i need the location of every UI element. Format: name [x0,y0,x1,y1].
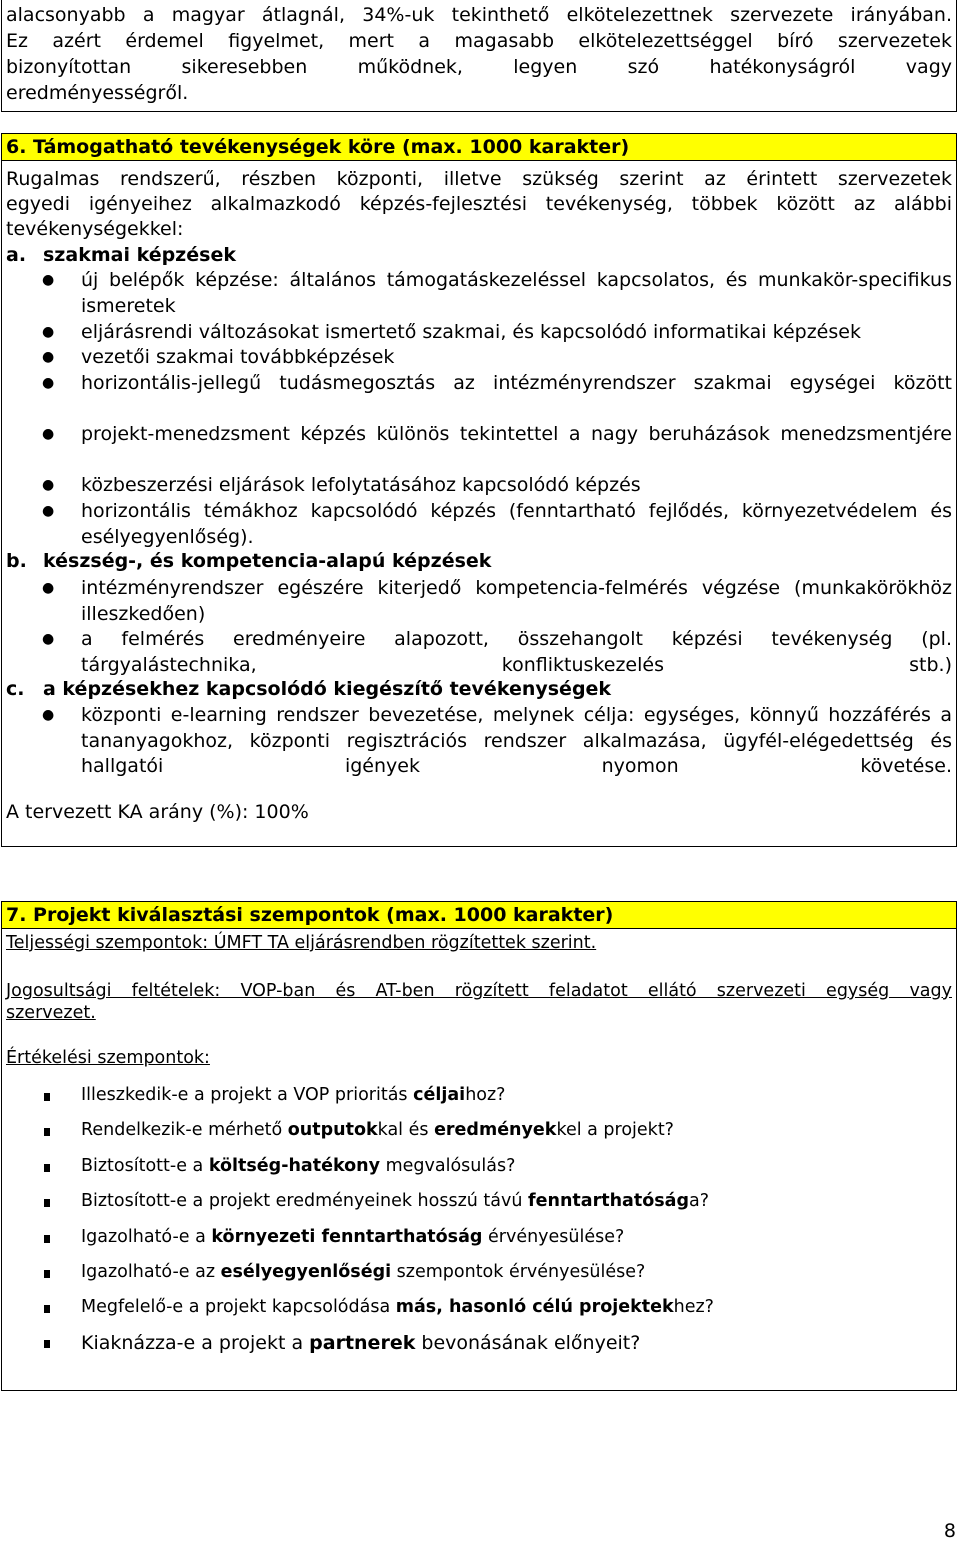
criterion-text: kal és [377,1120,435,1140]
section-6-box [1,133,957,847]
a-item-7: horizontális témákhoz kapcsolódó képzés (fenntartható fejlődés, környezetvédelem és esélyegyenlőség). [81,500,952,548]
criterion-emphasis: céljai [413,1085,466,1105]
criterion-item [81,1332,640,1354]
criterion-text: Rendelkezik-e mérhető [81,1120,288,1140]
intro-line-2: Ez azért érdemel figyelmet, mert a magasabb elkötelezettséggel bíró szervezetek [6,30,952,52]
square-bullet-icon [44,1164,50,1172]
subsection-c-letter: c. [6,678,25,700]
criterion-text: bevonásának előnyeit? [415,1332,641,1354]
subsection-c-title: a képzésekhez kapcsolódó kiegészítő tevékenységek [43,678,612,700]
evaluation-label: Értékelési szempontok: [6,1048,210,1068]
bullet-icon: ● [42,707,55,723]
section-6-intro-line-3: tevékenységekkel: [6,218,184,240]
criterion-text: Illeszkedik-e a projekt a VOP prioritás [81,1085,414,1105]
a-item-4: horizontális-jellegű tudásmegosztás az intézményrendszer szakmai egységei között [81,372,952,394]
ka-ratio: A tervezett KA arány (%): 100% [6,801,309,823]
a-item-1: új belépők képzése: általános támogatáskezeléssel kapcsolatos, és munkakör-specifikus ismeretek [81,269,952,317]
c-item-1: központi e-learning rendszer bevezetése, melynek célja: egységes, könnyű hozzáférés a tananyagokhoz, központi regisztrációs rendszer alkalmazása, ügyfél-elégedettség és hallgatói igények nyomon követése. [81,704,952,777]
criterion-text: a? [689,1191,710,1211]
section-6-intro-line-1: Rugalmas rendszerű, részben központi, illetve szükség szerint az érintett szervezetek [6,168,952,190]
square-bullet-icon [44,1340,50,1348]
b-item-1: intézményrendszer egészére kiterjedő kompetencia-felmérés végzése (munkakörökhöz illeszkedően) [81,577,952,625]
criterion-text: kel a projekt? [556,1120,674,1140]
criterion-emphasis: fenntarthatóság [528,1191,689,1211]
criterion-emphasis: költség-hatékony [208,1156,381,1176]
square-bullet-icon [44,1235,50,1243]
criterion-text: szempontok érvényesülése? [391,1262,646,1282]
criterion-item [81,1227,624,1247]
bullet-icon: ● [42,580,55,596]
bullet-icon: ● [42,503,55,519]
criterion-text: hoz? [465,1085,506,1105]
criterion-emphasis: környezeti fenntarthatóság [211,1227,483,1247]
criterion-emphasis: eredmények [434,1120,557,1140]
eligibility-line-1: Jogosultsági feltételek: VOP-ban és AT-ben rögzített feladatot ellátó szervezeti egység vagy [6,981,952,1001]
square-bullet-icon [44,1270,50,1278]
square-bullet-icon [44,1093,50,1101]
bullet-icon: ● [42,631,55,647]
criterion-emphasis: esélyegyenlőségi [220,1262,392,1282]
subsection-a-title: szakmai képzések [43,244,236,266]
criterion-text: hez? [673,1297,714,1317]
criterion-emphasis: más, hasonló célú projektek [395,1297,674,1317]
a-item-5: projekt-menedzsment képzés különös tekintettel a nagy beruházások menedzsmentjére [81,423,952,445]
criterion-text: Biztosított-e a projekt eredményeinek hosszú távú [81,1191,529,1211]
b-item-2: a felmérés eredményeire alapozott, összehangolt képzési tevékenység (pl. tárgyalástechnika, konfliktuskezelés stb.) [81,628,952,676]
bullet-icon: ● [42,349,55,365]
subsection-a-letter: a. [6,244,27,266]
section-7-title: 7. Projekt kiválasztási szempontok (max. 1000 karakter) [2,902,956,929]
criterion-text: Biztosított-e a [81,1156,209,1176]
criterion-item [81,1085,505,1105]
square-bullet-icon [44,1199,50,1207]
criterion-emphasis: partnerek [309,1332,416,1354]
criterion-emphasis: outputok [287,1120,378,1140]
criterion-item [81,1297,714,1317]
intro-line-4: eredményességről. [6,82,189,104]
a-item-3: vezetői szakmai továbbképzések [81,346,395,368]
intro-line-1: alacsonyabb a magyar átlagnál, 34%-uk tekinthető elkötelezettnek szervezete irányában. [6,4,952,26]
a-item-6: közbeszerzési eljárások lefolytatásához kapcsolódó képzés [81,474,641,496]
section-7-box [1,901,957,1391]
a-item-2: eljárásrendi változásokat ismertető szakmai, és kapcsolódó informatikai képzések [81,321,861,343]
square-bullet-icon [44,1305,50,1313]
page-number: 8 [943,1520,956,1542]
criterion-item [81,1156,515,1176]
completeness-criteria: Teljességi szempontok: ÚMFT TA eljárásrendben rögzítettek szerint. [6,933,597,953]
square-bullet-icon [44,1128,50,1136]
section-6-title: 6. Támogatható tevékenységek köre (max. 1000 karakter) [2,134,956,161]
bullet-icon: ● [42,426,55,442]
criterion-item [81,1262,645,1282]
bullet-icon: ● [42,324,55,340]
subsection-b-title: készség-, és kompetencia-alapú képzések [43,550,492,572]
criterion-text: Igazolható-e a [81,1227,212,1247]
section-6-intro-line-2: egyedi igényeihez alkalmazkodó képzés-fejlesztési tevékenység, többek között az alábbi [6,193,952,215]
bullet-icon: ● [42,477,55,493]
intro-line-3: bizonyítottan sikeresebben működnek, legyen szó hatékonyságról vagy [6,56,952,78]
criterion-item [81,1191,709,1211]
bullet-icon: ● [42,375,55,391]
eligibility-line-2: szervezet. [6,1003,96,1023]
criterion-item [81,1120,674,1140]
intro-box [1,0,957,112]
bullet-icon: ● [42,272,55,288]
criterion-text: Kiaknázza-e a projekt a [81,1332,310,1354]
criterion-text: Megfelelő-e a projekt kapcsolódása [81,1297,396,1317]
criterion-text: Igazolható-e az [81,1262,221,1282]
subsection-b-letter: b. [6,550,27,572]
criterion-text: érvényesülése? [482,1227,625,1247]
criterion-text: megvalósulás? [380,1156,516,1176]
